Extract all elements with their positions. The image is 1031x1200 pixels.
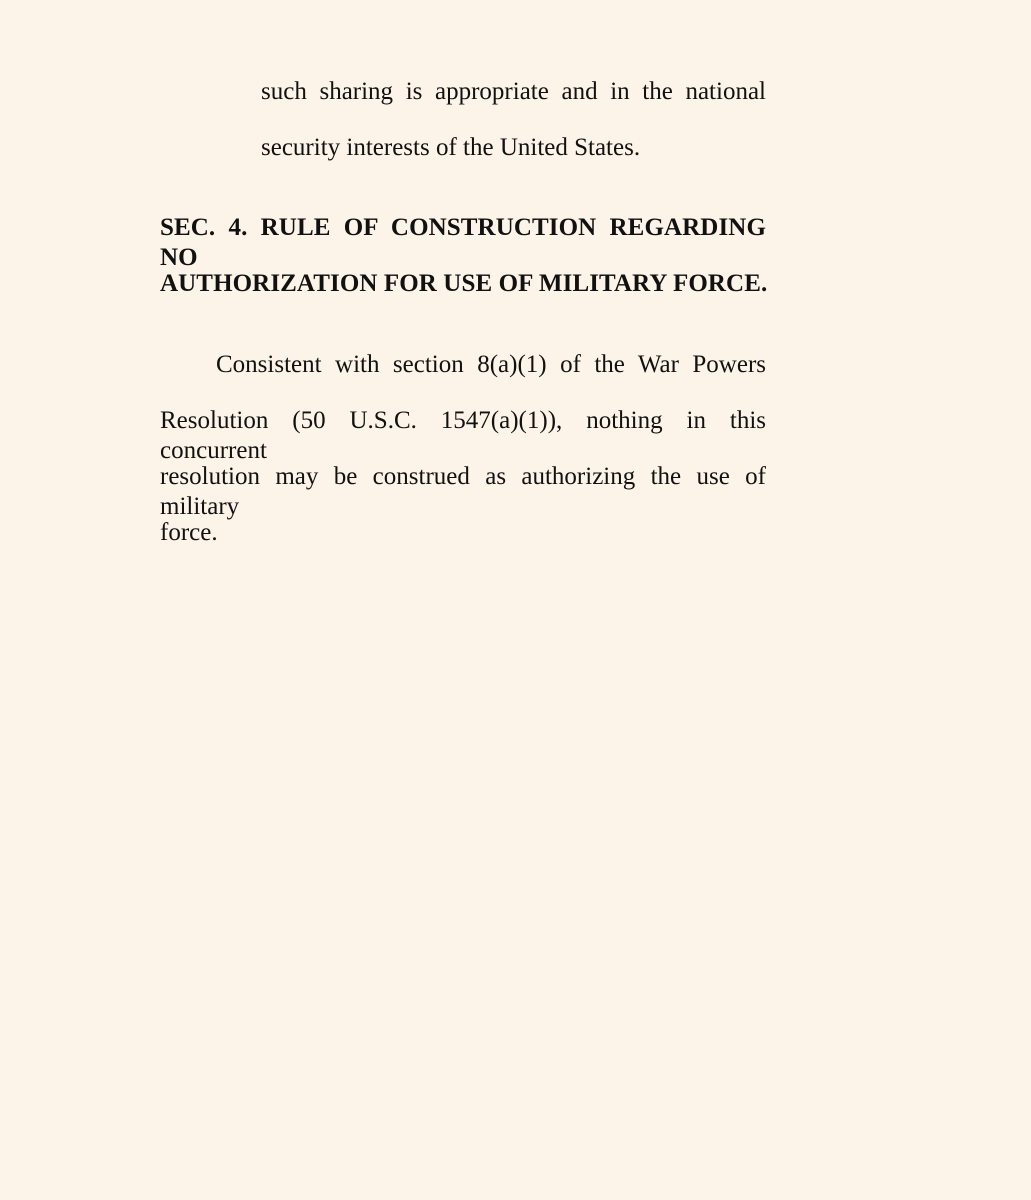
continuation-line-2: security interests of the United States.: [261, 134, 641, 161]
section-heading-line-2: AUTHORIZATION FOR USE OF MILITARY FORCE.: [160, 270, 768, 297]
section-body-line-3: resolution may be construed as authorizing the use of military: [160, 463, 766, 520]
continuation-line-1: such sharing is appropriate and in the national: [261, 78, 766, 105]
section-body-line-1: Consistent with section 8(a)(1) of the War Powers: [216, 351, 766, 378]
section-body-line-4: force.: [160, 519, 218, 546]
section-heading-line-1: SEC. 4. RULE OF CONSTRUCTION REGARDING NO: [160, 214, 766, 271]
section-body-line-2: Resolution (50 U.S.C. 1547(a)(1)), nothing in this concurrent: [160, 407, 766, 464]
